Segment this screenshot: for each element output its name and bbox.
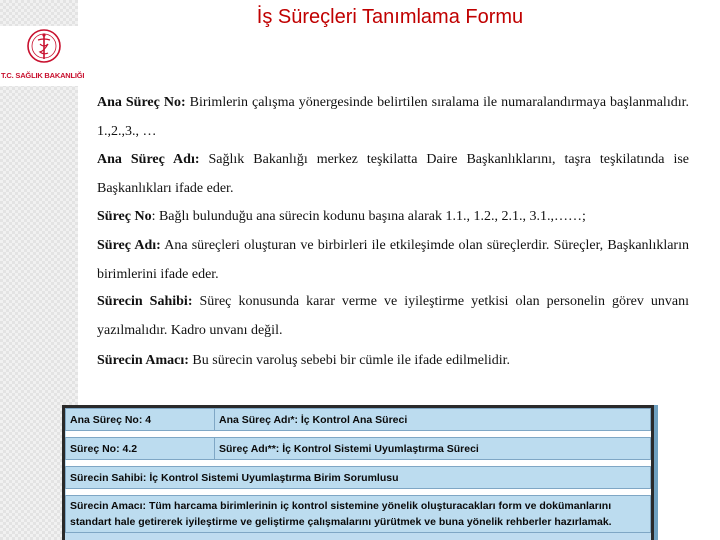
paragraph-label: Süreç Adı: [97,238,161,253]
paragraph-ana-surec-adi [97,145,689,203]
table-cell-surec-no: Süreç No: 4.2 [66,438,215,460]
paragraph-label: Sürecin Sahibi: [97,294,193,309]
paragraph-surecin-amaci [97,346,689,375]
paragraph-surec-no [97,202,689,231]
paragraph-label: Ana Süreç No: [97,95,186,110]
paragraph-ana-surec-no [97,88,689,146]
paragraph-label: Ana Süreç Adı: [97,152,200,167]
table-cell-surecin-amaci: Sürecin Amacı: Tüm harcama birimlerinin iç kontrol sistemine yönelik oluşturacakları form ve dokümanlarını standart hale getirerek iyileştirme ve geliştirme çalışmalarını yürütmek ve buna yönelik rehberler hazırlamak. [66,496,651,533]
paragraph-surecin-sahibi [97,287,689,345]
paragraph-text: : Bağlı bulunduğu ana sürecin kodunu başına alarak 1.1., 1.2., 2.1., 3.1.,……; [151,209,586,224]
logo-text: T.C. SAĞLIK BAKANLIĞI [1,71,85,80]
table-edge-divider [654,405,658,540]
paragraph-label: Sürecin Amacı: [97,353,189,368]
paragraph-text: Süreç konusunda karar verme ve iyileştirme yetkisi olan personelin görev unvanı yazılmalıdır. Kadro unvanı değil. [97,294,690,338]
paragraph-label: Süreç No [97,209,152,224]
process-form-table [62,405,654,540]
paragraph-text: Sağlık Bakanlığı merkez teşkilatta Daire Başkanlıklarını, taşra teşkilatında ise Başkanlıkları ifade eder. [97,152,689,196]
table-cell-ana-surec-no: Ana Süreç No: 4 [66,409,215,431]
caduceus-emblem-icon [26,28,62,70]
paragraph-text: Bu sürecin varoluş sebebi bir cümle ile ifade edilmelidir. [188,353,511,368]
paragraph-text: Ana süreçleri oluşturan ve birbirleri ile etkileşimde olan süreçlerdir. Süreçler, Başkanlıkların birimlerini ifade eder. [97,238,689,282]
table-cell-ana-surec-adi: Ana Süreç Adı*: İç Kontrol Ana Süreci [215,409,651,431]
ministry-logo [0,26,86,86]
table-cell-surecin-sahibi: Sürecin Sahibi: İç Kontrol Sistemi Uyumlaştırma Birim Sorumlusu [66,467,651,489]
page-title: İş Süreçleri Tanımlama Formu [256,6,524,28]
paragraph-surec-adi [97,231,689,289]
paragraph-text: Birimlerin çalışma yönergesinde belirtilen sıralama ile numaralandırmaya başlanmalıdır. 1.,2.,3., … [97,95,689,139]
table-cell-surec-adi: Süreç Adı**: İç Kontrol Sistemi Uyumlaştırma Süreci [215,438,651,460]
